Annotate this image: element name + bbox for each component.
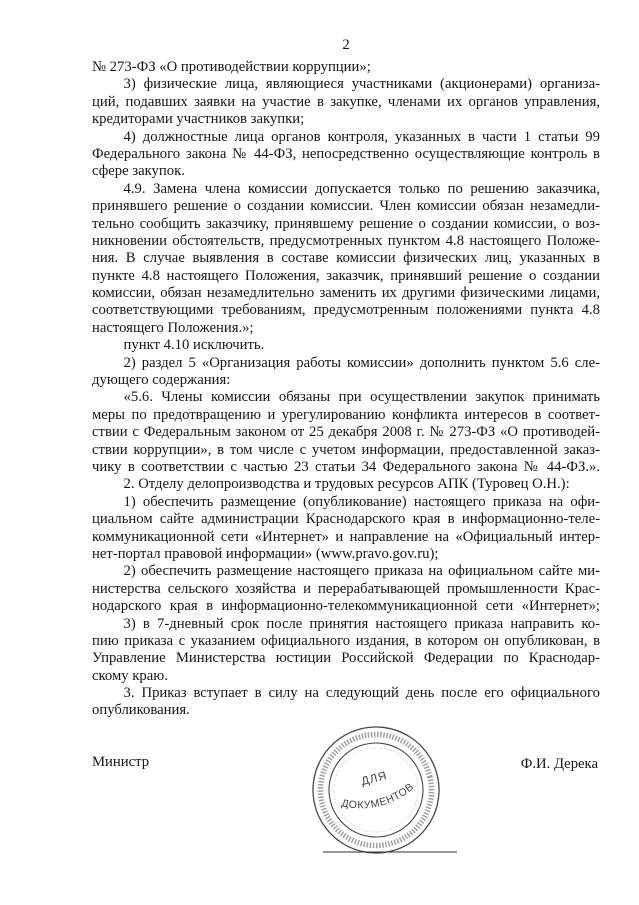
- paragraph: [92, 389, 600, 476]
- text-line: принявшего решение о создании комиссии. Член комиссии обязан незамедли-: [92, 198, 600, 215]
- text-line: нистерства сельского хозяйства и перерабатывающей промышленности Крас-: [92, 580, 600, 597]
- paragraph: [92, 476, 600, 493]
- text-line: ствии коррупции», в том числе с учетом информации, предоставленной заказ-: [92, 441, 600, 458]
- text-line: циальном сайте администрации Краснодарского края в информационно-теле-: [92, 511, 600, 528]
- paragraph: [92, 337, 600, 354]
- text-line: 3) физические лица, являющиеся участниками (акционерами) организа-: [123, 76, 600, 93]
- text-line: настоящего Положения.»;: [92, 319, 254, 336]
- paragraph: [92, 563, 600, 615]
- paragraph: [92, 616, 600, 686]
- paragraph: [92, 76, 600, 128]
- text-line: пункте 4.8 настоящего Положения, заказчик, принявший решение о создании: [92, 267, 600, 284]
- text-line: № 273-ФЗ «О противодействии коррупции»;: [92, 59, 371, 75]
- text-line: «5.6. Члены комиссии обязаны при осуществлении закупок принимать: [123, 389, 600, 406]
- text-line: скому краю.: [92, 667, 168, 684]
- signatory-name: Ф.И. Дерека: [520, 756, 598, 772]
- text-line: 1) обеспечить размещение (опубликование) настоящего приказа на офи-: [123, 493, 600, 510]
- document-body: [92, 59, 600, 720]
- text-line: нет-портал правовой информации» (www.pravo.gov.ru);: [92, 545, 439, 562]
- text-line: 4) должностные лица органов контроля, указанных в части 1 статьи 99: [123, 128, 600, 145]
- text-line: 2. Отделу делопроизводства и трудовых ресурсов АПК (Туровец О.Н.):: [123, 476, 570, 493]
- text-line: коммуникационной сети «Интернет» и направление на «Официальный интер-: [92, 528, 600, 545]
- text-line: 3. Приказ вступает в силу на следующий день после его официального: [123, 685, 600, 702]
- paragraph: [92, 494, 600, 564]
- signatory-position: Министр: [92, 754, 150, 770]
- text-line: соответствующими требованиям, предусмотренным положениями пункта 4.8: [92, 302, 600, 319]
- text-line: ния. В случае выявления в составе комиссии физических лиц, указанных в: [92, 250, 600, 267]
- text-line: ствии с Федеральным законом от 25 декабря 2008 г. № 273-ФЗ «О противодей-: [92, 424, 600, 441]
- text-line: дующего содержания:: [92, 372, 231, 389]
- text-line: кредиторами участников закупки;: [92, 111, 305, 128]
- text-line: меры по предотвращению и урегулированию конфликта интересов в соответ-: [92, 406, 600, 423]
- text-line: тельно сообщить заказчику, принявшему решение о создании комиссии, о воз-: [92, 215, 600, 232]
- text-line: ций, подавших заявки на участие в закупке, членами их органов управления,: [92, 93, 600, 110]
- paragraph: [92, 355, 600, 390]
- paragraph: [92, 685, 600, 720]
- text-line: комиссии, обязан незамедлительно заменить их другими физическими лицами,: [92, 285, 600, 302]
- paragraph: [92, 129, 600, 181]
- text-line: нодарского края в информационно-телекоммуникационной сети «Интернет»;: [92, 598, 600, 615]
- official-stamp: [300, 718, 470, 863]
- paragraph: [92, 59, 600, 76]
- stamp-text-line1: ДЛЯ: [360, 770, 389, 789]
- text-line: 4.9. Замена члена комиссии допускается только по решению заказчика,: [123, 180, 600, 197]
- text-line: Управление Министерства юстиции Российской Федерации по Краснодар-: [92, 650, 600, 667]
- page-number: 2: [342, 37, 350, 53]
- text-line: сфере закупок.: [92, 163, 185, 180]
- text-line: чику в соответствии с частью 23 статьи 34 Федерального закона № 44-ФЗ.».: [92, 458, 600, 475]
- stamp-text-line2: ДОКУМЕНТОВ: [340, 780, 417, 812]
- text-line: 2) раздел 5 «Организация работы комиссии» дополнить пунктом 5.6 сле-: [123, 354, 600, 371]
- text-line: никновении обстоятельств, предусмотренных пунктом 4.8 настоящего Положе-: [92, 232, 600, 249]
- text-line: пию приказа с указанием официального издания, в котором он опубликован, в: [92, 632, 600, 649]
- text-line: опубликования.: [92, 702, 190, 719]
- text-line: пункт 4.10 исключить.: [123, 337, 265, 354]
- text-line: 3) в 7-дневный срок после принятия настоящего приказа направить ко-: [123, 615, 600, 632]
- paragraph: [92, 181, 600, 338]
- text-line: 2) обеспечить размещение настоящего приказа на официальном сайте ми-: [123, 563, 600, 580]
- text-line: Федерального закона № 44-ФЗ, непосредственно осуществляющие контроль в: [92, 145, 600, 162]
